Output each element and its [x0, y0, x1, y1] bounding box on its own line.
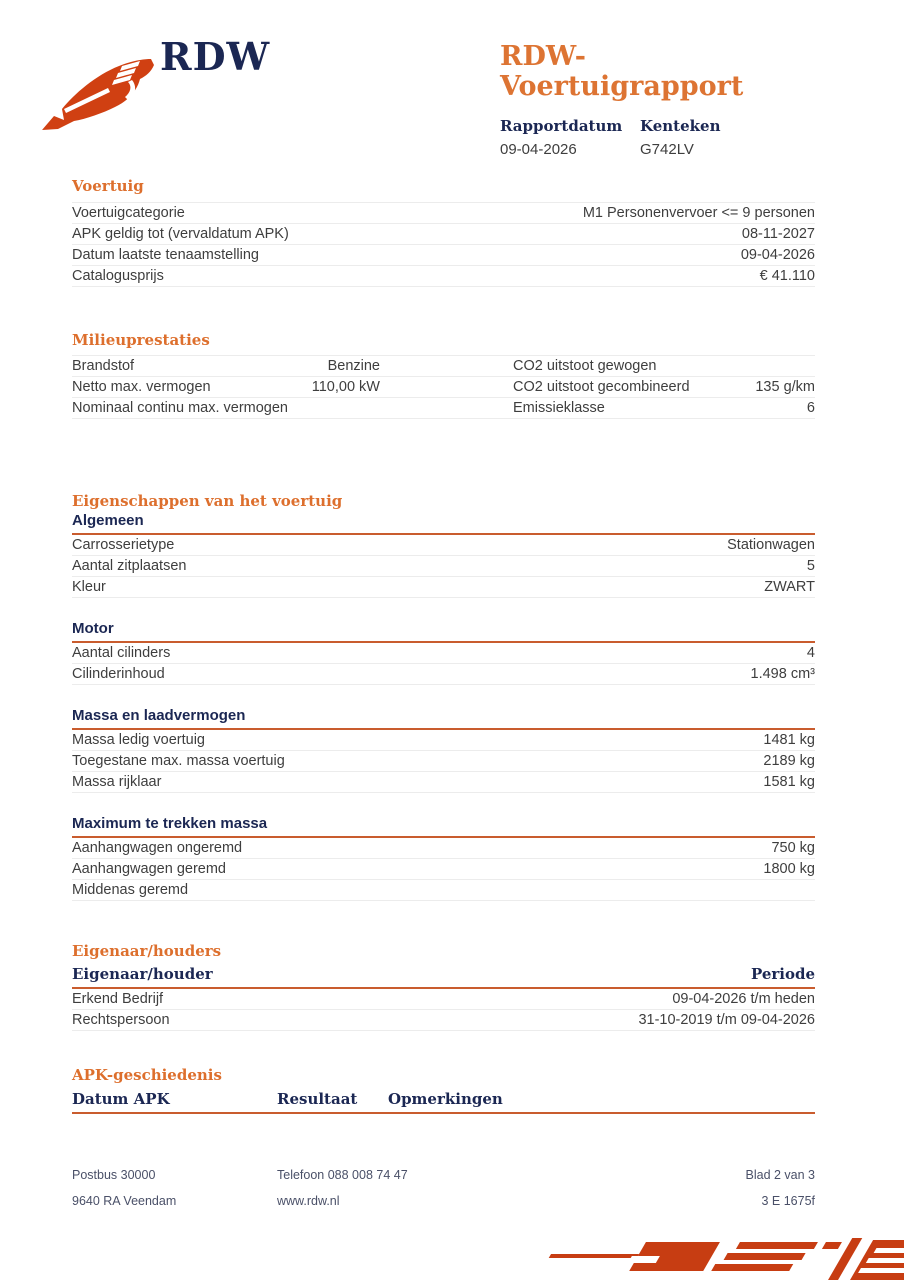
license-plate-label: Kenteken [640, 117, 721, 136]
license-plate-value: G742LV [640, 141, 694, 159]
row-value: 31-10-2019 t/m 09-04-2026 [638, 1012, 815, 1028]
rdw-logo-text: RDW [160, 34, 271, 79]
report-date-label: Rapportdatum [500, 117, 623, 136]
row-label: Aantal cilinders [72, 644, 171, 661]
subsection-title: Motor [72, 620, 815, 643]
section-eigenschappen [72, 493, 815, 901]
row-value: 135 g/km [755, 379, 815, 395]
row-label: Carrosserietype [72, 536, 175, 553]
report-header [500, 42, 820, 158]
row-label: Aantal zitplaatsen [72, 557, 187, 574]
section-apk-geschiedenis [72, 1067, 815, 1114]
row-value: 2189 kg [763, 752, 815, 769]
section-heading-milieuprestaties: Milieuprestaties [72, 330, 210, 349]
section-heading-apk: APK-geschiedenis [72, 1066, 222, 1084]
table-row [72, 377, 815, 398]
row-label: Aanhangwagen ongeremd [72, 839, 243, 856]
column-header-period: Periode [750, 965, 815, 983]
footer-website: www.rdw.nl [277, 1194, 340, 1208]
row-label: Toegestane max. massa voertuig [72, 752, 285, 769]
row-label: APK geldig tot (vervaldatum APK) [72, 225, 289, 242]
table-row [72, 880, 815, 901]
row-value: ZWART [764, 578, 815, 595]
report-date-value: 09-04-2026 [500, 141, 577, 159]
row-label: Netto max. vermogen [72, 379, 211, 395]
section-heading-eigenaar: Eigenaar/houders [72, 941, 222, 960]
row-label: Middenas geremd [72, 881, 189, 898]
table-row [72, 577, 815, 598]
row-label: Massa rijklaar [72, 773, 162, 790]
subsection-title: Algemeen [72, 512, 815, 535]
column-header-owner: Eigenaar/houder [72, 965, 213, 983]
row-label: Rechtspersoon [72, 1012, 170, 1028]
table-row [72, 356, 815, 377]
row-label: Massa ledig voertuig [72, 731, 205, 748]
row-value: 6 [806, 400, 815, 416]
row-value: 09-04-2026 t/m heden [672, 991, 815, 1007]
table-row [72, 266, 815, 287]
section-voertuig [72, 178, 815, 287]
footer-address-line2: 9640 RA Veendam [72, 1194, 177, 1208]
row-label: Datum laatste tenaamstelling [72, 246, 259, 263]
table-row [72, 203, 815, 224]
table-row [72, 859, 815, 880]
column-header-resultaat: Resultaat [277, 1089, 358, 1108]
report-date-block [500, 117, 640, 158]
row-value: 09-04-2026 [740, 246, 815, 263]
table-row [72, 838, 815, 859]
row-label: Brandstof [72, 358, 135, 374]
table-row [72, 224, 815, 245]
row-label: Kleur [72, 578, 106, 595]
section-heading-voertuig: Voertuig [72, 177, 144, 195]
row-label: Emissieklasse [513, 400, 605, 416]
section-milieuprestaties [72, 332, 815, 420]
subsection-motor [72, 620, 815, 685]
row-value: 4 [806, 644, 815, 661]
table-row [72, 398, 815, 419]
row-label: CO2 uitstoot gecombineerd [513, 379, 690, 395]
table-row [72, 535, 815, 556]
table-row [72, 730, 815, 751]
rdw-feather-logo-icon [36, 50, 158, 140]
row-label: Aanhangwagen geremd [72, 860, 226, 877]
table-row [72, 989, 815, 1010]
row-value: 750 kg [771, 839, 815, 856]
table-row [72, 772, 815, 793]
subsection-title: Maximum te trekken massa [72, 815, 815, 838]
table-row [72, 245, 815, 266]
table-row [72, 664, 815, 685]
row-value: Stationwagen [727, 536, 815, 553]
table-row [72, 643, 815, 664]
footer-address-line1: Postbus 30000 [72, 1168, 156, 1182]
footer-page-indicator: Blad 2 van 3 [745, 1168, 815, 1182]
table-row [72, 751, 815, 772]
row-value: 110,00 kW [311, 379, 380, 395]
row-label: Cilinderinhoud [72, 665, 165, 682]
page-footer [72, 1168, 815, 1220]
row-value: 1800 kg [763, 860, 815, 877]
table-row [72, 556, 815, 577]
row-label: Voertuigcategorie [72, 204, 185, 221]
section-heading-eigenschappen: Eigenschappen van het voertuig [72, 492, 343, 510]
row-value: € 41.110 [759, 267, 815, 284]
row-value: Benzine [327, 358, 380, 374]
row-value: 1.498 cm³ [750, 665, 815, 682]
row-value: 1581 kg [763, 773, 815, 790]
row-value: M1 Personenvervoer <= 9 personen [582, 204, 815, 221]
row-label: CO2 uitstoot gewogen [513, 358, 657, 374]
row-label: Nominaal continu max. vermogen [72, 400, 288, 416]
subsection-title: Massa en laadvermogen [72, 707, 815, 730]
footer-phone: Telefoon 088 008 74 47 [277, 1168, 408, 1182]
license-plate-block [640, 117, 780, 158]
table-row [72, 1010, 815, 1031]
column-header-opmerkingen: Opmerkingen [388, 1089, 503, 1108]
section-eigenaar [72, 943, 815, 1032]
row-value: 5 [806, 557, 815, 574]
row-label: Catalogusprijs [72, 267, 164, 284]
row-label: Erkend Bedrijf [72, 991, 164, 1007]
row-value: 1481 kg [763, 731, 815, 748]
subsection-trekken-massa [72, 815, 815, 901]
subsection-algemeen [72, 512, 815, 598]
column-header-datum-apk: Datum APK [72, 1089, 170, 1108]
subsection-massa [72, 707, 815, 793]
footer-doc-code: 3 E 1675f [761, 1194, 815, 1208]
speed-lines-graphic-icon [532, 1235, 904, 1280]
row-value: 08-11-2027 [741, 225, 815, 242]
page-title: RDW-Voertuigrapport [500, 41, 744, 102]
